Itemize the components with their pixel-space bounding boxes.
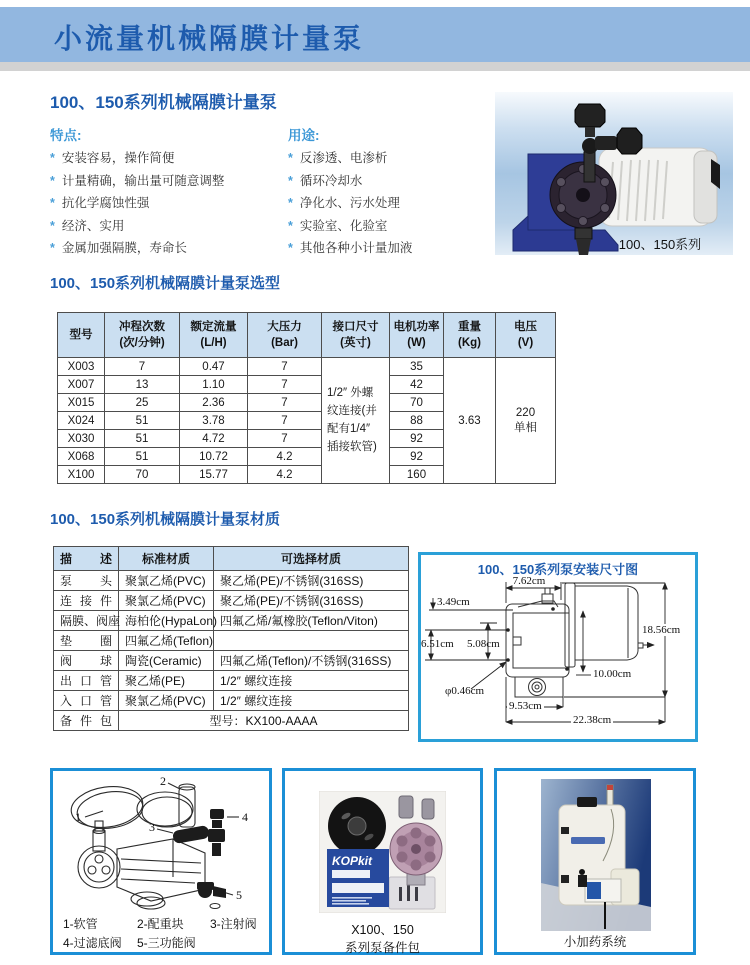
features-list xyxy=(50,124,224,260)
cell-power: 160 xyxy=(390,466,444,484)
cell-standard-material: 聚氯乙烯(PVC) xyxy=(119,571,214,591)
list-bullet: * xyxy=(288,241,293,255)
use-item xyxy=(288,215,412,238)
part-number-4: 4 xyxy=(242,810,248,824)
product-photo xyxy=(495,92,733,255)
feature-item-text: 安装容易，操作简便 xyxy=(61,151,175,165)
kit-label-1: 1-软管 xyxy=(63,917,98,931)
kit-label-2: 2-配重块 xyxy=(137,917,184,931)
dosing-system-caption: 小加药系统 xyxy=(563,935,627,949)
cell-model: X015 xyxy=(58,394,105,412)
cell-flow: 2.36 xyxy=(180,394,248,412)
intro-title: 100、150系列机械隔膜计量泵 xyxy=(50,93,277,112)
feature-item-text: 金属加强隔膜，寿命长 xyxy=(61,241,187,255)
column-header: 冲程次数 (次/分钟) xyxy=(105,313,180,358)
uses-list xyxy=(288,124,412,260)
cell-description: 备 件 包 xyxy=(54,711,119,731)
part-number-5: 5 xyxy=(236,888,242,902)
cell-model: X100 xyxy=(58,466,105,484)
accessories-drawing xyxy=(55,775,267,913)
list-bullet: * xyxy=(288,196,293,210)
cell-strokes: 13 xyxy=(105,376,180,394)
accessories-panel xyxy=(50,768,272,955)
cell-model: X024 xyxy=(58,412,105,430)
list-bullet: * xyxy=(50,241,55,255)
pump-photo-illustration xyxy=(495,92,733,255)
column-header: 电机功率 (W) xyxy=(390,313,444,358)
use-item xyxy=(288,147,412,170)
dim-total-height: 18.56cm xyxy=(642,624,681,636)
cell-strokes: 51 xyxy=(105,448,180,466)
dim-total-length: 22.38cm xyxy=(573,714,612,726)
cell-model: X030 xyxy=(58,430,105,448)
dosing-system-panel xyxy=(494,768,696,955)
feature-item-text: 计量精确，输出量可随意调整 xyxy=(61,173,225,188)
cell-interface: 1/2″ 外螺纹连接(并配有1/4″ 插接软管) xyxy=(322,358,390,484)
feature-item xyxy=(50,215,224,238)
use-item-text: 循环冷却水 xyxy=(299,173,363,188)
cell-standard-material: 聚氯乙烯(PVC) xyxy=(119,591,214,611)
page-title: 小流量机械隔膜计量泵 xyxy=(54,23,365,54)
dimension-diagram-title: 100、150系列泵安装尺寸图 xyxy=(477,562,639,577)
uses-label: 用途: xyxy=(288,128,320,143)
cell-description: 连 接 件 xyxy=(54,591,119,611)
cell-optional-material xyxy=(214,631,409,651)
feature-item-text: 抗化学腐蚀性强 xyxy=(61,196,150,210)
dim-mount-inner: 5.08cm xyxy=(467,638,500,650)
dim-flange-offset: 3.49cm xyxy=(437,596,470,608)
cell-model: X007 xyxy=(58,376,105,394)
list-bullet: * xyxy=(50,151,55,165)
use-item-text: 其他各种小计量加液 xyxy=(299,241,413,255)
cell-strokes: 51 xyxy=(105,430,180,448)
cell-voltage: 220 单相 xyxy=(496,358,556,484)
features-label: 特点: xyxy=(50,128,82,143)
cell-standard-material: 陶瓷(Ceramic) xyxy=(119,651,214,671)
dim-base-width: 9.53cm xyxy=(509,700,542,712)
cell-pressure: 7 xyxy=(248,394,322,412)
cell-optional-material: 聚乙烯(PE)/不锈钢(316SS) xyxy=(214,571,409,591)
spare-pack-row xyxy=(54,711,409,731)
dimension-diagram xyxy=(418,552,698,742)
cell-standard-material: 聚氯乙烯(PVC) xyxy=(119,691,214,711)
part-number-3: 3 xyxy=(149,820,155,834)
dosing-system-photo xyxy=(541,779,651,931)
cell-optional-material: 四氟乙烯/氟橡胶(Teflon/Viton) xyxy=(214,611,409,631)
spare-kit-caption-line2: 系列泵备件包 xyxy=(344,941,420,955)
cell-pressure: 4.2 xyxy=(248,448,322,466)
table-row xyxy=(58,358,556,376)
cell-power: 42 xyxy=(390,376,444,394)
table-row xyxy=(54,651,409,671)
list-bullet: * xyxy=(288,151,293,165)
cell-description: 入 口 管 xyxy=(54,691,119,711)
dim-top-width: 7.62cm xyxy=(512,575,546,587)
use-item xyxy=(288,192,412,215)
cell-flow: 4.72 xyxy=(180,430,248,448)
cell-description: 阀 球 xyxy=(54,651,119,671)
cell-description: 出 口 管 xyxy=(54,671,119,691)
cell-flow: 0.47 xyxy=(180,358,248,376)
dim-hole-dia: φ0.46cm xyxy=(445,685,485,697)
cell-power: 92 xyxy=(390,430,444,448)
feature-item xyxy=(50,170,224,193)
table-row xyxy=(54,691,409,711)
column-header: 描 述 xyxy=(54,547,119,571)
feature-item xyxy=(50,237,224,260)
feature-item xyxy=(50,147,224,170)
list-bullet: * xyxy=(50,196,55,210)
column-header: 电压 (V) xyxy=(496,313,556,358)
spare-kit-caption-line1: X100、150 xyxy=(351,923,414,937)
cell-optional-material: 聚乙烯(PE)/不锈钢(316SS) xyxy=(214,591,409,611)
use-item-text: 净化水、污水处理 xyxy=(299,196,400,210)
cell-pressure: 7 xyxy=(248,376,322,394)
feature-item xyxy=(50,192,224,215)
dim-mount-outer: 6.51cm xyxy=(421,638,454,650)
table-row xyxy=(54,591,409,611)
table-row xyxy=(54,671,409,691)
cell-strokes: 70 xyxy=(105,466,180,484)
materials-table xyxy=(53,546,409,731)
cell-pressure: 7 xyxy=(248,412,322,430)
column-header: 大压力 (Bar) xyxy=(248,313,322,358)
cell-standard-material: 四氟乙烯(Teflon) xyxy=(119,631,214,651)
list-bullet: * xyxy=(50,173,55,188)
cell-standard-material: 海柏伦(HypaLon) xyxy=(119,611,214,631)
cell-optional-material: 1/2″ 螺纹连接 xyxy=(214,671,409,691)
cell-standard-material: 聚乙烯(PE) xyxy=(119,671,214,691)
cell-weight: 3.63 xyxy=(444,358,496,484)
column-header: 可选择材质 xyxy=(214,547,409,571)
cell-description: 隔膜、阀座 xyxy=(54,611,119,631)
use-item-text: 实验室、化验室 xyxy=(299,218,388,233)
cell-flow: 10.72 xyxy=(180,448,248,466)
materials-header-row xyxy=(54,547,409,571)
cell-optional-material: 四氟乙烯(Teflon)/不锈钢(316SS) xyxy=(214,651,409,671)
cell-flow: 3.78 xyxy=(180,412,248,430)
part-number-1: 1 xyxy=(75,810,81,824)
column-header: 额定流量 (L/H) xyxy=(180,313,248,358)
dim-motor-height: 10.00cm xyxy=(593,668,632,680)
feature-item-text: 经济、实用 xyxy=(61,218,125,233)
column-header: 重量 (Kg) xyxy=(444,313,496,358)
table-row xyxy=(54,571,409,591)
cell-strokes: 25 xyxy=(105,394,180,412)
column-header: 接口尺寸 (英寸) xyxy=(322,313,390,358)
column-header: 标准材质 xyxy=(119,547,214,571)
kit-label-3: 3-注射阀 xyxy=(210,917,257,931)
list-bullet: * xyxy=(50,218,55,233)
spare-kit-photo xyxy=(319,791,446,913)
cell-description: 垫 圈 xyxy=(54,631,119,651)
selection-header-row xyxy=(58,313,556,358)
list-bullet: * xyxy=(288,173,293,188)
cell-power: 92 xyxy=(390,448,444,466)
cell-description: 泵 头 xyxy=(54,571,119,591)
list-bullet: * xyxy=(288,218,293,233)
column-header: 型号 xyxy=(58,313,105,358)
cell-optional-material: 1/2″ 螺纹连接 xyxy=(214,691,409,711)
cell-spare-model: 型号：KX100-AAAA xyxy=(119,711,409,731)
part-number-2: 2 xyxy=(160,775,166,788)
table-row xyxy=(54,611,409,631)
cell-power: 35 xyxy=(390,358,444,376)
cell-flow: 1.10 xyxy=(180,376,248,394)
cell-pressure: 7 xyxy=(248,430,322,448)
selection-table-title: 100、150系列机械隔膜计量泵选型 xyxy=(50,275,281,292)
cell-model: X003 xyxy=(58,358,105,376)
product-photo-caption: 100、150系列 xyxy=(618,237,702,252)
use-item xyxy=(288,237,412,260)
cell-strokes: 7 xyxy=(105,358,180,376)
kopkit-label-text: KOPkit xyxy=(332,854,373,868)
selection-table xyxy=(57,312,556,484)
cell-pressure: 7 xyxy=(248,358,322,376)
header-divider xyxy=(0,62,750,71)
cell-power: 88 xyxy=(390,412,444,430)
use-item xyxy=(288,170,412,193)
kit-label-5: 5-三功能阀 xyxy=(137,936,196,950)
cell-model: X068 xyxy=(58,448,105,466)
kit-label-4: 4-过滤底阀 xyxy=(63,936,122,950)
use-item-text: 反渗透、电渗析 xyxy=(299,151,388,165)
cell-power: 70 xyxy=(390,394,444,412)
cell-strokes: 51 xyxy=(105,412,180,430)
table-row xyxy=(54,631,409,651)
cell-pressure: 4.2 xyxy=(248,466,322,484)
cell-flow: 15.77 xyxy=(180,466,248,484)
spare-kit-panel xyxy=(282,768,483,955)
materials-table-title: 100、150系列机械隔膜计量泵材质 xyxy=(50,511,281,528)
